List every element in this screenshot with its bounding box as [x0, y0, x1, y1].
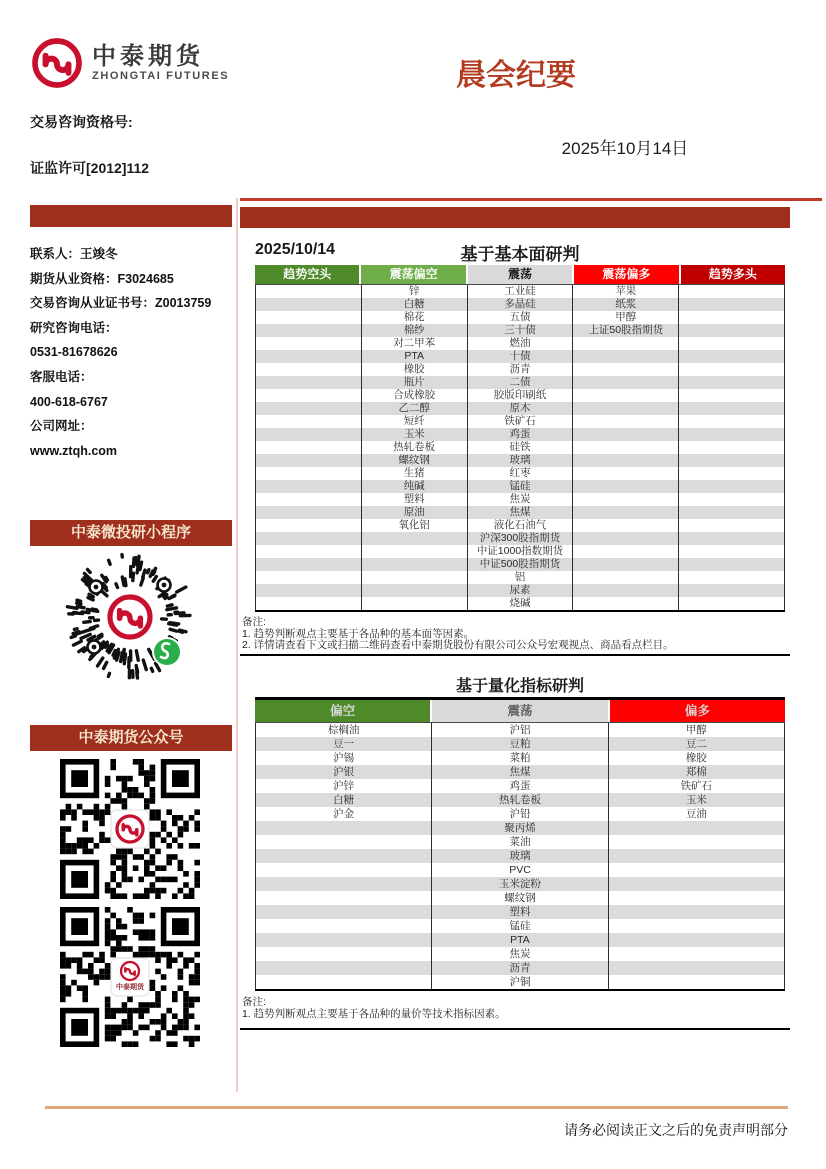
table-row [255, 311, 785, 324]
table-cell: 豆二 [609, 737, 785, 751]
table-cell [255, 454, 362, 467]
table-cell [573, 337, 679, 350]
table-cell [255, 402, 362, 415]
table-header-row [255, 700, 785, 723]
table-row [255, 571, 785, 584]
column-header: 震荡偏多 [574, 265, 678, 284]
table-cell: 铁矿石 [468, 415, 574, 428]
table-cell [573, 532, 679, 545]
table-row [255, 506, 785, 519]
fundamental-table-title: 基于基本面研判 [460, 245, 580, 264]
table-cell: 棉纱 [362, 324, 468, 337]
table-cell: 豆粕 [432, 737, 608, 751]
table-row [255, 793, 785, 807]
zhongtai-logo-icon [30, 36, 84, 90]
official-account-banner: 中泰期货公众号 [30, 725, 232, 751]
table-cell [255, 337, 362, 350]
table-row [255, 519, 785, 532]
contact-info-block [30, 242, 236, 463]
table-cell: 玻璃 [468, 454, 574, 467]
table-row [255, 584, 785, 597]
table-cell: 玉米淀粉 [432, 877, 608, 891]
table-cell [679, 480, 785, 493]
table-cell [573, 584, 679, 597]
column-header: 趋势空头 [255, 265, 359, 284]
table-cell [573, 363, 679, 376]
table-row [255, 558, 785, 571]
table-cell: 甲醇 [573, 311, 679, 324]
table-cell [679, 376, 785, 389]
report-date-cn: 2025年10月14日 [561, 139, 689, 158]
table-cell [255, 584, 362, 597]
table-date: 2025/10/14 [255, 241, 336, 258]
contact-line: www.ztqh.com [30, 443, 118, 458]
table-cell [255, 975, 432, 989]
fundamental-table-notes [242, 617, 788, 652]
table-cell: 纸浆 [573, 298, 679, 311]
svg-text:中泰期货: 中泰期货 [116, 984, 144, 991]
note-line: 备注: [242, 996, 266, 1008]
table-cell [255, 891, 432, 905]
table-cell [679, 402, 785, 415]
table-cell: 棉花 [362, 311, 468, 324]
table-cell: 塑料 [432, 905, 608, 919]
table-cell: 胶版印刷纸 [468, 389, 574, 402]
table-cell [609, 835, 785, 849]
table-cell: 燃油 [468, 337, 574, 350]
contact-line: 联系人：王竣冬 [30, 247, 118, 261]
table-row [255, 891, 785, 905]
table-cell: 热轧卷板 [432, 793, 608, 807]
table-cell [609, 905, 785, 919]
table-cell: 沥青 [432, 961, 608, 975]
table-cell: 沪锡 [255, 751, 432, 765]
column-header: 偏空 [255, 700, 430, 722]
table-cell: 铁矿石 [609, 779, 785, 793]
table-cell: 中证500股指期货 [468, 558, 574, 571]
license-number: 证监许可[2012]112 [30, 160, 150, 176]
table-row [255, 493, 785, 506]
table-cell [679, 532, 785, 545]
table-cell [255, 363, 362, 376]
table-cell [573, 571, 679, 584]
table-cell: 豆油 [609, 807, 785, 821]
contact-line: 400-618-6767 [30, 394, 108, 409]
table-row [255, 350, 785, 363]
table-cell: 乙二醇 [362, 402, 468, 415]
table-cell: 尿素 [468, 584, 574, 597]
table-cell [609, 849, 785, 863]
column-header: 趋势多头 [681, 265, 785, 284]
sidebar-red-bar [30, 205, 232, 227]
table-cell: 螺纹钢 [432, 891, 608, 905]
table-cell: 原油 [362, 506, 468, 519]
table-cell [255, 532, 362, 545]
table-cell [679, 441, 785, 454]
table-cell: 棕榈油 [255, 723, 432, 737]
table-row [255, 298, 785, 311]
table-cell [255, 597, 362, 610]
table-row [255, 933, 785, 947]
table-cell [255, 389, 362, 402]
table-cell [679, 324, 785, 337]
table-cell [255, 441, 362, 454]
note-line: 2. 详情请查看下文或扫描二维码查看中泰期货股份有限公司公众号宏观视点、商品看点栏目。 [242, 639, 674, 651]
page-title: 晨会纪要 [456, 59, 576, 92]
table-cell [255, 506, 362, 519]
table-cell: 生猪 [362, 467, 468, 480]
table-cell: PTA [362, 350, 468, 363]
table-cell [679, 545, 785, 558]
official-account-qr-code [60, 759, 200, 899]
table-cell: 菜油 [432, 835, 608, 849]
table-cell: 硅铁 [468, 441, 574, 454]
table-cell [573, 454, 679, 467]
table-cell: 白糖 [255, 793, 432, 807]
table-cell: 沪锌 [255, 779, 432, 793]
column-header: 偏多 [610, 700, 785, 722]
contact-line: 期货从业资格：F3024685 [30, 271, 174, 286]
table-cell: PVC [432, 863, 608, 877]
table-cell [679, 506, 785, 519]
table-row [255, 428, 785, 441]
table-cell [255, 545, 362, 558]
table-cell: 上证50股指期货 [573, 324, 679, 337]
table-cell: 沪深300股指期货 [468, 532, 574, 545]
table-row [255, 737, 785, 751]
secondary-qr-code [60, 907, 200, 1047]
table-row [255, 975, 785, 989]
table-cell [679, 597, 785, 610]
table-cell [255, 835, 432, 849]
table-cell [679, 454, 785, 467]
logo-name-en: ZHONGTAI FUTURES [92, 70, 230, 82]
table-cell [573, 376, 679, 389]
table-cell [573, 519, 679, 532]
table-cell [255, 961, 432, 975]
table-cell: 氧化铝 [362, 519, 468, 532]
table-cell: 白糖 [362, 298, 468, 311]
table-cell: 纯碱 [362, 480, 468, 493]
table-cell: 菜粕 [432, 751, 608, 765]
table-cell: 沪银 [255, 765, 432, 779]
table-cell [255, 558, 362, 571]
main-red-banner [240, 207, 790, 228]
table-cell [573, 350, 679, 363]
column-separator-line [236, 198, 238, 1092]
table-cell [679, 350, 785, 363]
table-cell [362, 571, 468, 584]
table-cell [255, 493, 362, 506]
table-row [255, 415, 785, 428]
table-cell [573, 428, 679, 441]
table-row [255, 905, 785, 919]
column-header: 震荡偏空 [361, 265, 465, 284]
table-cell [255, 298, 362, 311]
quant-judgement-table [255, 697, 785, 991]
table-cell: 沥青 [468, 363, 574, 376]
table-cell [573, 441, 679, 454]
table-cell: 中证1000指数期货 [468, 545, 574, 558]
table-row [255, 324, 785, 337]
table-cell: 对二甲苯 [362, 337, 468, 350]
table-cell: 焦煤 [432, 765, 608, 779]
table-cell [362, 545, 468, 558]
table-cell: 沪铝 [432, 723, 608, 737]
quant-table-title: 基于量化指标研判 [455, 678, 584, 695]
company-logo [30, 36, 229, 90]
table-header-row [255, 265, 785, 285]
table-cell: 红枣 [468, 467, 574, 480]
table-cell [573, 506, 679, 519]
table-cell [255, 919, 432, 933]
contact-line: 研究咨询电话： [30, 320, 118, 335]
table-cell [679, 571, 785, 584]
table-cell: 聚丙烯 [432, 821, 608, 835]
table-row [255, 779, 785, 793]
table-cell [255, 480, 362, 493]
table-cell: 三十债 [468, 324, 574, 337]
table-cell: 沪金 [255, 807, 432, 821]
disclaimer-text: 请务必阅读正文之后的免责声明部分 [564, 1122, 788, 1138]
table-cell [255, 428, 362, 441]
table-cell [255, 849, 432, 863]
table-cell [679, 428, 785, 441]
table-cell: 热轧卷板 [362, 441, 468, 454]
table-cell [573, 558, 679, 571]
table-cell [609, 877, 785, 891]
table-cell [679, 311, 785, 324]
table-cell [609, 933, 785, 947]
table-cell: 玻璃 [432, 849, 608, 863]
column-header: 震荡 [468, 265, 572, 284]
quant-table-notes [242, 997, 788, 1020]
table-cell [362, 558, 468, 571]
table-cell [679, 337, 785, 350]
table-cell: 塑料 [362, 493, 468, 506]
contact-line: 公司网址： [30, 419, 93, 434]
table-cell [573, 480, 679, 493]
column-header: 震荡 [432, 700, 607, 722]
table-cell [573, 415, 679, 428]
table-cell [679, 285, 785, 298]
table-cell [573, 493, 679, 506]
table-cell [679, 558, 785, 571]
table-row [255, 545, 785, 558]
table-cell: 螺纹钢 [362, 454, 468, 467]
table-cell [573, 597, 679, 610]
contact-line: 客服电话： [30, 369, 93, 384]
table-row [255, 961, 785, 975]
table-cell: 锌 [362, 285, 468, 298]
table-cell [679, 584, 785, 597]
table-cell [255, 324, 362, 337]
table-cell: 焦炭 [468, 493, 574, 506]
table-cell: 鸡蛋 [432, 779, 608, 793]
table-cell: 合成橡胶 [362, 389, 468, 402]
table-cell: 郑棉 [609, 765, 785, 779]
table-row [255, 363, 785, 376]
table-cell: PTA [432, 933, 608, 947]
table-cell: 锰硅 [468, 480, 574, 493]
table-cell: 橡胶 [609, 751, 785, 765]
table-row [255, 835, 785, 849]
table-cell [255, 376, 362, 389]
table-cell [679, 298, 785, 311]
table-cell [255, 905, 432, 919]
table-cell [609, 975, 785, 989]
table-cell [609, 891, 785, 905]
note-line: 1. 趋势判断观点主要基于各品种的基本面等因素。 [242, 627, 475, 640]
table-row [255, 597, 785, 610]
table-cell [573, 545, 679, 558]
table-cell: 玉米 [609, 793, 785, 807]
table-cell [573, 467, 679, 480]
table-cell: 短纤 [362, 415, 468, 428]
table-cell: 苹果 [573, 285, 679, 298]
table-row [255, 751, 785, 765]
note-line: 1. 趋势判断观点主要基于各品种的量价等技术指标因素。 [242, 1007, 506, 1020]
table-cell [362, 584, 468, 597]
table-cell: 瓶片 [362, 376, 468, 389]
table-cell [679, 467, 785, 480]
table-cell [679, 389, 785, 402]
table-cell [255, 877, 432, 891]
table-cell [255, 311, 362, 324]
footer-divider-line [45, 1106, 788, 1109]
table-cell [255, 415, 362, 428]
table-cell: 原木 [468, 402, 574, 415]
table-cell: 铝 [468, 571, 574, 584]
table-cell: 玉米 [362, 428, 468, 441]
table-row [255, 877, 785, 891]
table-cell [362, 597, 468, 610]
table-cell: 二债 [468, 376, 574, 389]
table-cell [255, 863, 432, 877]
table-cell: 十债 [468, 350, 574, 363]
table-cell: 多晶硅 [468, 298, 574, 311]
table-row [255, 723, 785, 737]
table-row [255, 337, 785, 350]
table-cell: 橡胶 [362, 363, 468, 376]
table-cell: 甲醇 [609, 723, 785, 737]
table-row [255, 532, 785, 545]
table-cell [573, 389, 679, 402]
table-row [255, 765, 785, 779]
note-line: 备注: [242, 616, 266, 628]
table-cell: 豆一 [255, 737, 432, 751]
table-cell [255, 467, 362, 480]
table-cell: 烧碱 [468, 597, 574, 610]
notes-divider-1 [240, 654, 790, 656]
table-row [255, 849, 785, 863]
table-cell [255, 519, 362, 532]
table-row [255, 919, 785, 933]
top-divider-line [240, 198, 822, 201]
table-cell [573, 402, 679, 415]
table-cell [609, 961, 785, 975]
table-cell [609, 863, 785, 877]
table-cell [609, 947, 785, 961]
table-cell: 工业硅 [468, 285, 574, 298]
table-cell [255, 350, 362, 363]
table-cell: 锰硅 [432, 919, 608, 933]
table-row [255, 467, 785, 480]
contact-line: 0531-81678626 [30, 345, 118, 360]
table-cell: 沪铜 [432, 975, 608, 989]
table-row [255, 454, 785, 467]
table-cell [255, 285, 362, 298]
table-cell: 焦煤 [468, 506, 574, 519]
table-cell [255, 821, 432, 835]
table-cell [362, 532, 468, 545]
table-cell [609, 919, 785, 933]
contact-line: 交易咨询从业证书号：Z0013759 [30, 296, 212, 311]
table-cell [255, 947, 432, 961]
table-row [255, 807, 785, 821]
table-row [255, 947, 785, 961]
logo-name-cn: 中泰期货 [92, 43, 204, 70]
table-row [255, 821, 785, 835]
table-cell: 鸡蛋 [468, 428, 574, 441]
table-cell: 液化石油气 [468, 519, 574, 532]
table-row [255, 480, 785, 493]
miniprogram-banner: 中泰微投研小程序 [30, 520, 232, 546]
table-cell [679, 519, 785, 532]
miniprogram-qr-code [62, 549, 198, 685]
table-cell [679, 493, 785, 506]
table-row [255, 389, 785, 402]
notes-divider-2 [240, 1028, 790, 1030]
table-row [255, 863, 785, 877]
fundamental-judgement-table [255, 265, 785, 612]
table-cell [679, 415, 785, 428]
table-row [255, 441, 785, 454]
table-cell [255, 933, 432, 947]
table-cell: 沪铅 [432, 807, 608, 821]
table-cell [679, 363, 785, 376]
table-row [255, 285, 785, 298]
table-row [255, 402, 785, 415]
table-cell: 五债 [468, 311, 574, 324]
table-cell [609, 821, 785, 835]
table-row [255, 376, 785, 389]
table-cell: 焦炭 [432, 947, 608, 961]
qualification-label: 交易咨询资格号: [30, 114, 133, 130]
table-cell [255, 571, 362, 584]
